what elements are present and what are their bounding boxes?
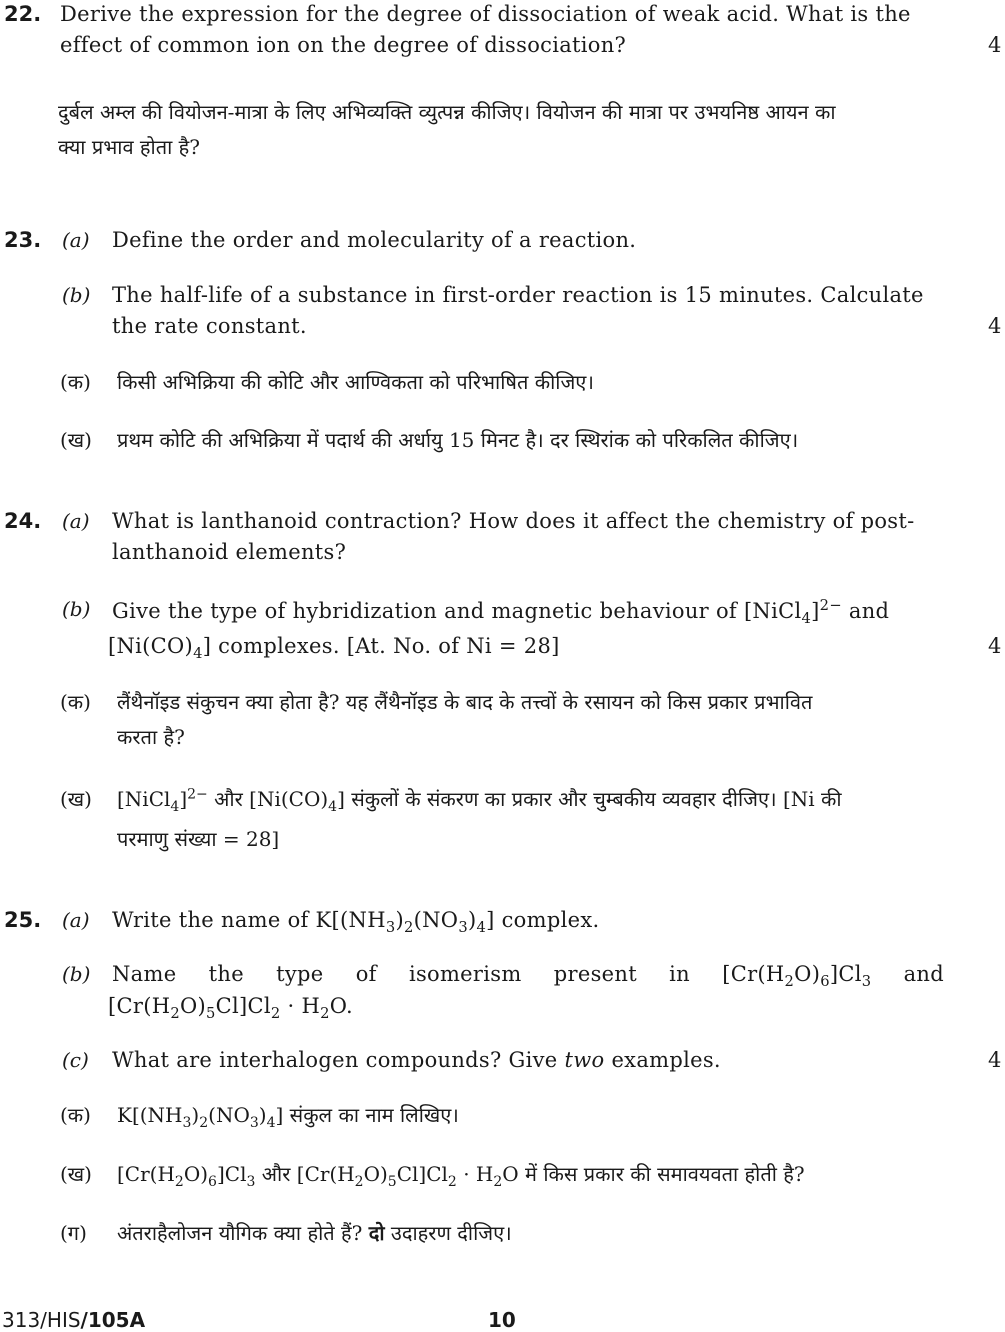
q25-ga-label: (ग) — [60, 1221, 87, 1245]
q25-c-label: (c) — [62, 1048, 89, 1072]
q24-ka-line-2: करता है? — [117, 725, 185, 749]
q23-b-line-2: the rate constant. — [112, 314, 307, 338]
q24-marks: 4 — [988, 634, 1002, 658]
q22-marks: 4 — [988, 33, 1002, 57]
q25-marks: 4 — [988, 1048, 1002, 1072]
q25-a-label: (a) — [62, 908, 90, 932]
q23-kha-text: प्रथम कोटि की अभिक्रिया में पदार्थ की अर्धायु 15 मिनट है। दर स्थिरांक को परिकलित कीजिए। — [117, 428, 799, 452]
paper-code: 313/HIS/105A — [2, 1308, 146, 1332]
question-number-23: 23. — [4, 228, 42, 252]
q22-hindi-line-2: क्या प्रभाव होता है? — [58, 135, 201, 159]
q24-b-label: (b) — [62, 597, 91, 621]
q24-b-line-1: Give the type of hybridization and magnetic behaviour of [NiCl$_4$]$^{2-}$ and — [112, 597, 890, 628]
q25-b-line-2: $[Cr(H_2O)_5Cl]Cl_2 \cdot H_2O$. — [108, 994, 354, 1023]
q23-kha-label: (ख) — [60, 428, 92, 452]
q24-kha-label: (ख) — [60, 787, 92, 811]
page-number: 10 — [488, 1308, 516, 1332]
q23-b-line-1: The half-life of a substance in first-order reaction is 15 minutes. Calculate — [112, 283, 924, 307]
q24-kha-line-2: परमाणु संख्या = 28] — [117, 827, 280, 851]
q23-marks: 4 — [988, 314, 1002, 338]
q25-kha-text: $[Cr(H_2O)_6]Cl_3$ और $[Cr(H_2O)_5Cl]Cl_2 \cdot H_2O$ में किस प्रकार की समावयवता होती है? — [117, 1162, 805, 1190]
q22-english-line-2: effect of common ion on the degree of dissociation? — [60, 33, 627, 57]
q22-english-line-1: Derive the expression for the degree of dissociation of weak acid. What is the — [60, 2, 911, 26]
q25-b-line-1: Name the type of isomerism present in $[Cr(H_2O)_6]Cl_3$ and — [112, 962, 944, 991]
q23-a-text: Define the order and molecularity of a reaction. — [112, 228, 637, 252]
q24-a-label: (a) — [62, 509, 90, 533]
q23-a-label: (a) — [62, 228, 90, 252]
q23-b-label: (b) — [62, 283, 91, 307]
question-number-24: 24. — [4, 509, 42, 533]
q24-a-line-1: What is lanthanoid contraction? How does it affect the chemistry of post- — [112, 509, 915, 533]
q25-ka-label: (क) — [60, 1103, 91, 1127]
q24-ka-label: (क) — [60, 690, 91, 714]
q24-kha-line-1: [NiCl$_4$]$^{2-}$ और $[Ni(CO)_4]$ संकुलों के संकरण का प्रकार और चुम्बकीय व्यवहार दीजिए। [Ni की — [117, 786, 842, 815]
q23-ka-text: किसी अभिक्रिया की कोटि और आण्विकता को परिभाषित कीजिए। — [117, 370, 594, 394]
q25-a-text: Write the name of $K[(NH_3)_2(NO_3)_4]$ complex. — [112, 908, 600, 937]
q25-c-text: What are interhalogen compounds? Give two examples. — [112, 1048, 721, 1072]
q25-b-label: (b) — [62, 962, 91, 986]
q25-ka-text: $K[(NH_3)_2(NO_3)_4]$ संकुल का नाम लिखिए। — [117, 1103, 459, 1131]
q24-a-line-2: lanthanoid elements? — [112, 540, 347, 564]
q25-ga-text: अंतराहैलोजन यौगिक क्या होते हैं? दो उदाहरण दीजिए। — [117, 1221, 512, 1245]
q24-b-line-2: $[Ni(CO)_4]$ complexes. [At. No. of Ni = 28] — [108, 634, 560, 663]
question-number-25: 25. — [4, 908, 42, 932]
q25-kha-label: (ख) — [60, 1162, 92, 1186]
question-number-22: 22. — [4, 2, 42, 26]
q24-ka-line-1: लैंथैनॉइड संकुचन क्या होता है? यह लैंथैनॉइड के बाद के तत्त्वों के रसायन को किस प्रकार प्रभावित — [117, 690, 813, 714]
q22-hindi-line-1: दुर्बल अम्ल की वियोजन-मात्रा के लिए अभिव्यक्ति व्युत्पन्न कीजिए। वियोजन की मात्रा पर उभयनिष्ठ आयन का — [58, 100, 836, 124]
q23-ka-label: (क) — [60, 370, 91, 394]
